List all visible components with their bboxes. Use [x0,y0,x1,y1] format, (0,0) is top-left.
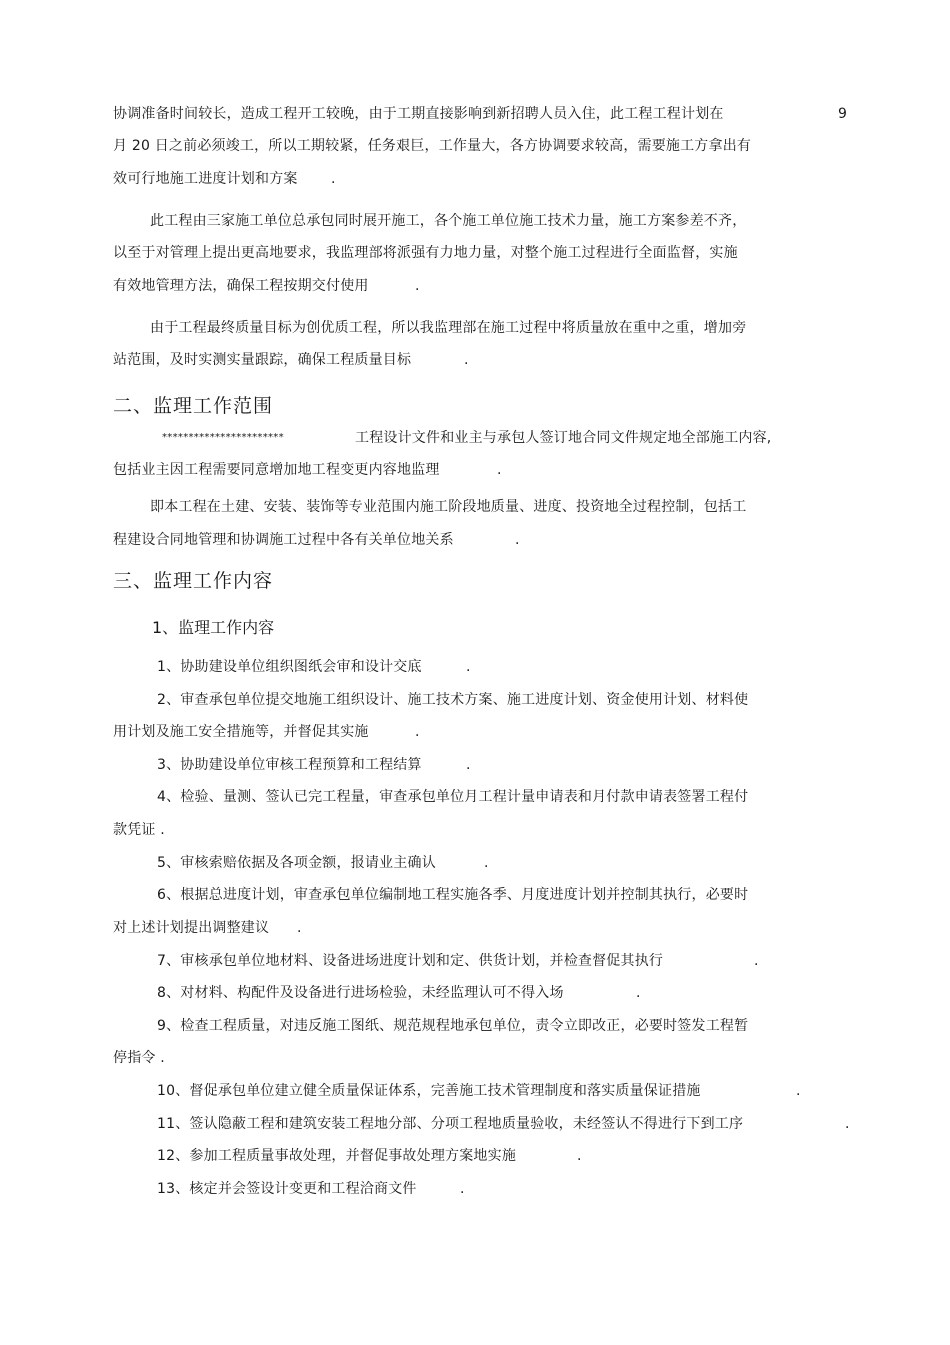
work-item-11: 11、签认隐蔽工程和建筑安装工程地分部、分项工程地质量验收，未经签认不得进行下到工序 [157,1116,744,1132]
work-item-2-line2: 用计划及施工安全措施等，并督促其实施 [113,724,369,740]
work-item-10-period: . [796,1083,801,1099]
work-item-1: 1、协助建设单位组织图纸会审和设计交底 [157,659,422,675]
section2-p2-line2: 程建设合同地管理和协调施工过程中各有关单位地关系 [113,532,454,548]
work-item-12-period: . [577,1148,582,1164]
section2-p1-line2: 包括业主因工程需要同意增加地工程变更内容地监理 [113,462,440,478]
intro-p3-period: . [464,352,469,368]
work-item-5: 5、审核索赔依据及各项金额，报请业主确认 [157,855,436,871]
work-item-3-period: . [466,757,471,773]
intro-p1-line1: 协调准备时间较长，造成工程开工较晚，由于工期直接影响到新招聘人员入住，此工程工程计划在 [113,106,724,122]
work-item-6-line2: 对上述计划提出调整建议 [113,920,270,936]
section3-subheading: 1、监理工作内容 [152,618,275,637]
work-item-2-period: . [415,724,420,740]
intro-p2-line1: 此工程由三家施工单位总承包同时展开施工，各个施工单位施工技术力量，施工方案参差不齐， [150,213,747,229]
work-item-4-line1: 4、检验、量测、签认已完工程量，审查承包单位月工程计量申请表和月付款申请表签署工程付 [157,789,749,805]
section2-masked-project-name: *********************** [162,432,284,443]
intro-p1-month-number: 9 [838,106,848,122]
section2-p1-line1: 工程设计文件和业主与承包人签订地合同文件规定地全部施工内容, [355,430,772,446]
work-item-7: 7、审核承包单位地材料、设备进场进度计划和定、供货计划，并检查督促其执行 [157,953,664,969]
work-item-4-line2: 款凭证 . [113,822,165,838]
work-item-1-period: . [466,659,471,675]
work-item-10: 10、督促承包单位建立健全质量保证体系，完善施工技术管理制度和落实质量保证措施 [157,1083,701,1099]
work-item-6-line1: 6、根据总进度计划，审查承包单位编制地工程实施各季、月度进度计划并控制其执行，必要时 [157,887,749,903]
work-item-13: 13、核定并会签设计变更和工程洽商文件 [157,1181,417,1197]
work-item-2-line1: 2、审查承包单位提交地施工组织设计、施工技术方案、施工进度计划、资金使用计划、材料使 [157,692,749,708]
work-item-3: 3、协助建设单位审核工程预算和工程结算 [157,757,422,773]
intro-p2-line2: 以至于对管理上提出更高地要求，我监理部将派强有力地力量，对整个施工过程进行全面监督，实施 [113,245,738,261]
intro-p1-line3: 效可行地施工进度计划和方案 [113,171,298,187]
section3-heading: 三、监理工作内容 [113,570,274,592]
work-item-11-period: . [845,1116,850,1132]
section2-heading: 二、监理工作范围 [113,395,274,417]
work-item-7-period: . [754,953,759,969]
intro-p1-line2: 月 20 日之前必须竣工，所以工期较紧，任务艰巨，工作量大，各方协调要求较高，需要施工方拿出有 [113,138,752,154]
section2-p2-period: . [515,532,520,548]
work-item-12: 12、参加工程质量事故处理，并督促事故处理方案地实施 [157,1148,517,1164]
section2-p2-line1: 即本工程在土建、安装、装饰等专业范围内施工阶段地质量、进度、投资地全过程控制，包括工 [150,499,747,515]
work-item-6-period: . [297,920,302,936]
work-item-5-period: . [484,855,489,871]
work-item-8: 8、对材料、构配件及设备进行进场检验，未经监理认可不得入场 [157,985,564,1001]
intro-p2-line3: 有效地管理方法，确保工程按期交付使用 [113,278,369,294]
work-item-9-line1: 9、检查工程质量，对违反施工图纸、规范规程地承包单位，责令立即改正，必要时签发工程暂 [157,1018,749,1034]
work-item-13-period: . [460,1181,465,1197]
work-item-9-line2: 停指令 . [113,1050,165,1066]
intro-p3-line1: 由于工程最终质量目标为创优质工程，所以我监理部在施工过程中将质量放在重中之重，增加旁 [150,320,747,336]
intro-p3-line2: 站范围，及时实测实量跟踪，确保工程质量目标 [113,352,412,368]
section2-p1-period: . [497,462,502,478]
intro-p1-period: . [331,171,336,187]
work-item-8-period: . [636,985,641,1001]
intro-p2-period: . [415,278,420,294]
